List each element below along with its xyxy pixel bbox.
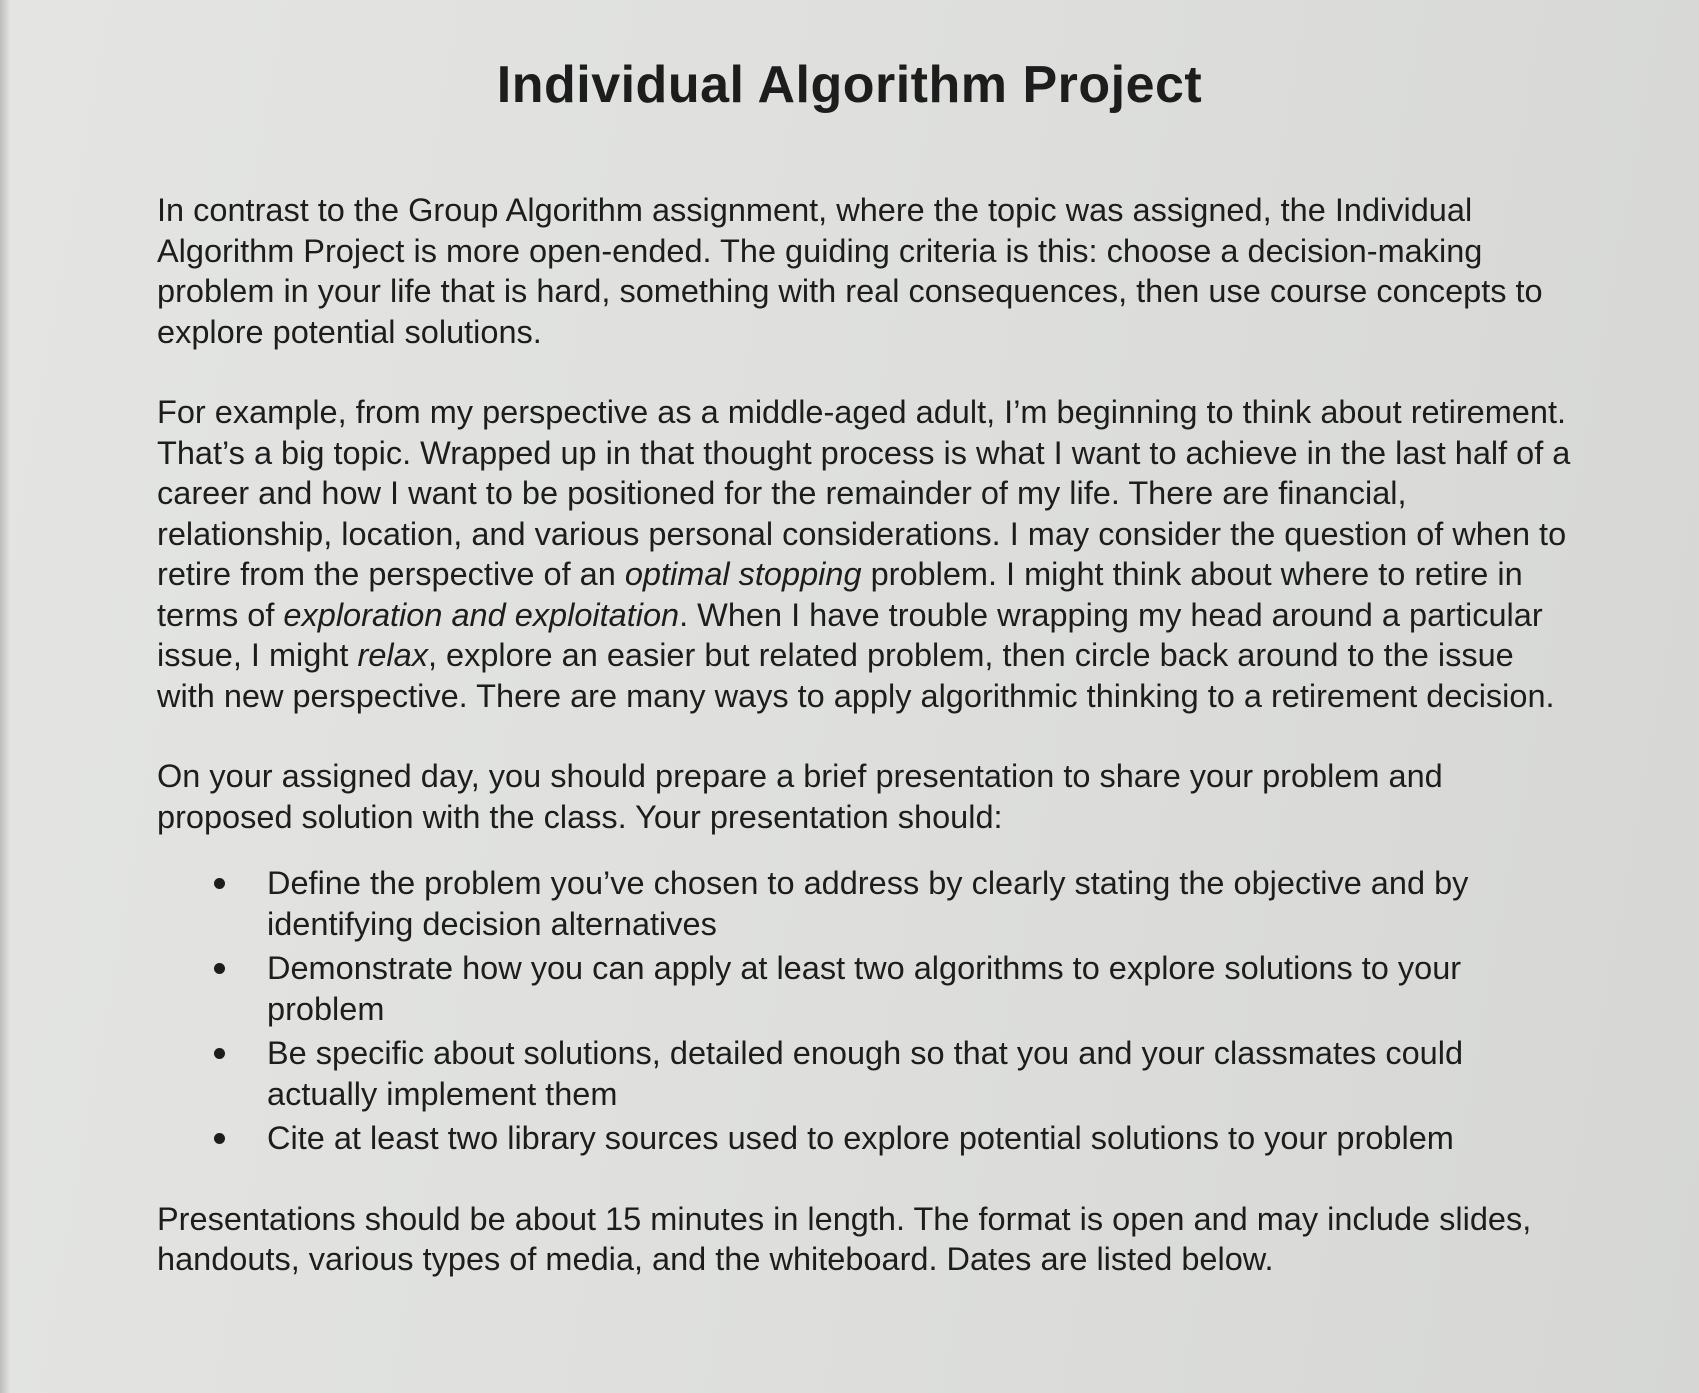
bullet-icon <box>214 963 225 974</box>
list-item-text: Be specific about solutions, detailed enough so that you and your classmates could actually implement them <box>267 1035 1464 1112</box>
example-text-3: . When I have trouble wrapping my head around a particular issue, I might <box>157 596 1543 673</box>
example-paragraph <box>157 392 1577 716</box>
example-emphasis-relax: relax <box>357 637 428 673</box>
page-title: Individual Algorithm Project <box>496 56 1203 114</box>
document-body <box>157 190 1577 1320</box>
list-item <box>157 1118 1577 1159</box>
bullet-icon <box>214 1133 225 1144</box>
list-item-text: Define the problem you’ve chosen to address by clearly stating the objective and by identifying decision alternatives <box>267 865 1469 942</box>
list-item <box>157 863 1577 944</box>
list-item <box>157 1033 1577 1114</box>
closing-paragraph: Presentations should be about 15 minutes in length. The format is open and may include slides, handouts, various types of media, and the whiteboard. Dates are listed below. <box>157 1200 1532 1277</box>
assignment-paragraph: On your assigned day, you should prepare a brief presentation to share your problem and proposed solution with the class. Your presentation should: <box>157 758 1443 835</box>
page-edge-shadow <box>0 0 10 1393</box>
list-item <box>157 948 1577 1029</box>
bullet-icon <box>214 878 225 889</box>
requirements-list <box>157 863 1577 1159</box>
example-text-1: For example, from my perspective as a middle-aged adult, I’m beginning to think about retirement. That’s a big topic. Wrapped up in that thought process is what I want to achieve in the last half of a career and how I want to be positioned for the remainder of my life. There are financial, relationship, location, and various personal considerations. I may consider the question of when to retire from the perspective of an <box>157 394 1571 592</box>
example-text-4: , explore an easier but related problem, then circle back around to the issue with new perspective. There are many ways to apply algorithmic thinking to a retirement decision. <box>157 637 1555 714</box>
example-emphasis-optimal-stopping: optimal stopping <box>624 556 862 592</box>
bullet-icon <box>214 1048 225 1059</box>
example-text-2: problem. I might think about where to retire in terms of <box>157 556 1523 633</box>
list-item-text: Cite at least two library sources used to explore potential solutions to your problem <box>267 1120 1454 1156</box>
example-emphasis-exploration: exploration and exploitation <box>283 596 680 633</box>
list-item-text: Demonstrate how you can apply at least two algorithms to explore solutions to your problem <box>267 950 1462 1027</box>
intro-paragraph: In contrast to the Group Algorithm assignment, where the topic was assigned, the Individual Algorithm Project is more open-ended. The guiding criteria is this: choose a decision-making problem in your life that is hard, something with real consequences, then use course concepts to explore potential solutions. <box>157 192 1543 350</box>
